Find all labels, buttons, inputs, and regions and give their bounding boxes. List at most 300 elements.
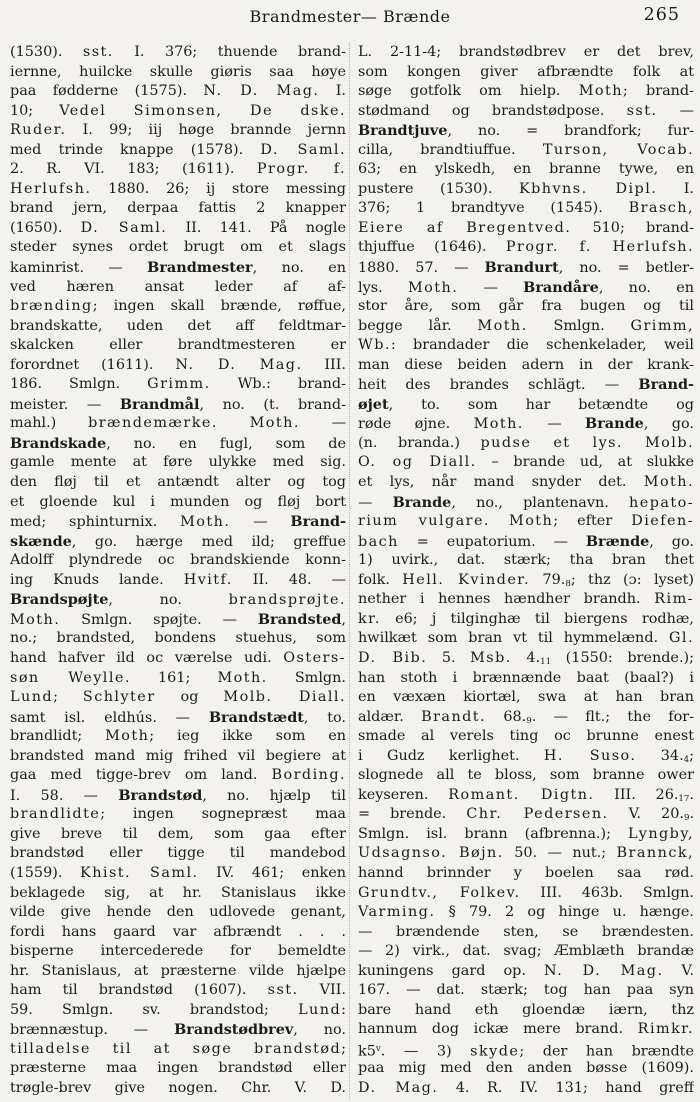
text-segment: 17 <box>678 793 690 804</box>
headword: skænde <box>10 532 72 550</box>
text-line <box>358 219 694 239</box>
text-line <box>10 923 346 943</box>
text-segment: = brende. <box>358 806 467 823</box>
headword: Brandskade <box>10 434 107 452</box>
text-segment: pudse et lys. Molb. <box>480 434 694 451</box>
text-line <box>358 727 694 747</box>
text-line <box>358 532 694 552</box>
text-line <box>10 43 346 63</box>
text-line <box>10 414 346 434</box>
text-segment: ham til brandstød (1607). <box>10 982 268 999</box>
text-line <box>10 610 346 630</box>
text-line <box>358 884 694 904</box>
text-segment: , go. hærge med ild; greffue <box>71 533 346 550</box>
text-line <box>358 297 694 317</box>
text-segment: bach <box>358 533 399 550</box>
text-segment: Moth. <box>10 611 61 628</box>
text-segment: (1559). <box>10 864 81 881</box>
text-segment: N. D. Mag. <box>544 962 664 979</box>
text-segment: paa fødderne (1575). <box>10 83 204 100</box>
text-segment: ved hæren ansat leder af af- <box>10 278 346 295</box>
text-segment: aldær. <box>358 708 422 725</box>
text-segment: sst. <box>626 102 658 119</box>
text-line <box>358 962 694 982</box>
text-segment: brandskatte, uden det aff feldtmar- <box>10 317 346 334</box>
text-segment: meister. — <box>10 396 120 413</box>
text-segment: Brannck, <box>616 845 694 862</box>
text-line <box>358 669 694 689</box>
text-segment: D. Saml. <box>260 141 346 158</box>
text-line <box>358 766 694 786</box>
text-segment: Msb. <box>470 649 512 666</box>
text-segment: 9 <box>683 813 690 824</box>
text-segment: vilde give hende den udlovede genant, <box>10 904 346 921</box>
text-segment: 8 <box>565 578 571 589</box>
text-line <box>358 395 694 415</box>
text-line <box>358 688 694 708</box>
text-line <box>358 551 694 571</box>
text-segment: , no. hjælp til <box>202 787 346 804</box>
text-segment: Kbhvns. Dipl. <box>518 180 658 197</box>
text-line <box>10 512 346 532</box>
text-line <box>10 375 346 395</box>
text-line <box>358 356 694 376</box>
text-segment: , no. en <box>598 279 694 296</box>
text-line <box>10 884 346 904</box>
text-segment: 4. <box>511 649 541 666</box>
text-line <box>10 766 346 786</box>
headword: øjet <box>358 395 389 413</box>
text-segment: 1) uvirk., dat. stærk; tha bran thet <box>358 552 694 569</box>
text-line <box>10 180 346 200</box>
text-line <box>358 434 694 454</box>
text-segment: ; ingen sognepræst maa <box>100 806 346 823</box>
text-line <box>358 923 694 943</box>
text-line <box>10 493 346 513</box>
text-segment: cilla, brandtiuffue. <box>358 141 543 158</box>
text-line <box>10 336 346 356</box>
text-segment: kr. <box>358 610 381 627</box>
text-segment: tilladelse til at søge brandstød <box>10 1040 342 1057</box>
text-segment: Brandt. <box>421 708 487 725</box>
text-segment: Moth. <box>249 415 300 432</box>
text-segment: ; thz (ɔ: lyset) <box>570 571 694 588</box>
text-line <box>10 962 346 982</box>
text-segment: (1550: brende.); <box>551 649 694 666</box>
text-segment: nether i hennes hændher brandh. <box>358 591 655 608</box>
text-segment: ; efter <box>553 513 632 530</box>
text-line <box>10 981 346 1001</box>
headword: Brandtjuve <box>358 122 448 140</box>
text-segment: O. og Diall. <box>358 454 477 471</box>
headword: Brandåre <box>523 278 599 296</box>
text-segment: give breve til dem, som gaa efter <box>10 825 346 842</box>
text-line <box>358 375 694 395</box>
text-segment: hr. Stanislaus, at præsterne vilde hjælpe <box>10 962 346 979</box>
text-segment: — <box>358 494 393 511</box>
text-segment: hand hafver ild oc værelse udi. <box>10 649 284 666</box>
text-segment: Grundtv., Folkev. <box>358 884 521 901</box>
text-line <box>10 219 346 239</box>
text-segment: — 2) virk., dat. svag; Æmblæth brandæ <box>358 943 694 960</box>
left-column <box>10 43 349 1099</box>
text-segment: : brandader die schenkelader, weil <box>390 337 694 354</box>
text-line <box>10 278 346 298</box>
text-segment: brænnæstup. — <box>10 1022 175 1039</box>
text-segment: en væxæn kiortæl, swa at han bran <box>358 689 694 706</box>
text-segment: — <box>523 416 586 433</box>
text-segment: k5 <box>358 1043 376 1060</box>
text-segment: , <box>341 611 346 628</box>
headword: Brænde <box>585 532 650 550</box>
text-line <box>10 317 346 337</box>
text-segment: Adolff plyndrede oc brandskiende konn- <box>10 552 346 569</box>
text-segment: V. <box>663 962 694 979</box>
text-segment: Moth. <box>643 474 694 491</box>
text-segment: ; ieg ikke som en <box>149 728 346 745</box>
text-segment: = eupatorium. — <box>398 533 586 550</box>
text-segment: (n. branda.) <box>358 434 481 451</box>
text-segment: sst. <box>267 982 299 999</box>
text-segment: stødmand og brandstødpose. <box>358 102 627 119</box>
text-segment: ; ingen skall brænde, røffue, <box>92 298 346 315</box>
text-segment: 11 <box>540 657 552 668</box>
text-segment: Chr. Pedersen. <box>466 806 609 823</box>
text-segment: § 79. 2 og hinge u. hænge. <box>435 904 694 921</box>
text-line <box>10 473 346 493</box>
text-segment <box>490 513 509 529</box>
text-segment: . — flt.; the for- <box>531 708 694 725</box>
text-segment: ; <box>341 1040 346 1057</box>
text-segment: Schlyter <box>82 689 156 706</box>
text-segment: gamle mente at føre ulykke med sig. <box>10 454 346 471</box>
headword: Brand- <box>290 513 346 531</box>
text-segment: 63; en ylskedh, en branne tywe, en <box>358 161 694 178</box>
text-segment: brænding <box>10 298 93 315</box>
text-segment: thjuffue (1646). <box>358 239 506 256</box>
text-segment: (1530). <box>10 44 83 60</box>
text-line <box>358 1079 694 1099</box>
text-segment: Ruder. <box>10 122 67 139</box>
text-segment: man diese beiden adern in der krank- <box>358 356 694 373</box>
text-segment: III. <box>302 356 346 373</box>
text-segment: : <box>341 1001 346 1018</box>
text-segment: I. <box>657 180 694 197</box>
text-segment: , no. (t. brand- <box>199 396 346 413</box>
text-segment: 1880. 26; ij store messing <box>91 180 346 197</box>
text-segment: med trinde knappe (1578). <box>10 141 261 158</box>
text-line <box>358 317 694 337</box>
text-segment: 50. — nut.; <box>503 845 617 862</box>
headword: Brandurt <box>484 259 559 277</box>
text-segment: , to. <box>303 709 346 726</box>
text-segment: I. 376; thuende brand- <box>113 44 346 60</box>
text-line <box>358 786 694 806</box>
text-segment: smade al verels ting oc brunne enest <box>358 728 694 745</box>
text-segment: 161; <box>130 669 218 686</box>
text-segment: II. 48. — <box>232 571 346 588</box>
text-line <box>358 43 694 63</box>
text-segment: begge lår. <box>358 317 478 334</box>
text-line <box>358 805 694 825</box>
text-line <box>358 903 694 923</box>
text-segment: Khist. Saml. <box>80 864 199 881</box>
text-segment: brand jern, derpaa fattis 2 knapper <box>10 200 346 217</box>
text-segment: — brændende sten, se brændesten. <box>358 923 694 940</box>
text-segment: 4. R. IV. 131; hand greff <box>438 1079 694 1096</box>
page-number: 265 <box>643 5 680 25</box>
text-segment: Moth <box>105 728 150 745</box>
text-segment: I. <box>319 83 346 100</box>
text-line <box>10 297 346 317</box>
text-line <box>10 532 346 552</box>
text-segment: v <box>375 1043 381 1054</box>
text-line <box>10 121 346 141</box>
text-segment: VII. <box>298 982 346 999</box>
text-segment: Moth <box>509 513 554 530</box>
text-segment: Turson, Vocab. <box>542 141 694 158</box>
text-segment: slognede all te bloss, som branne ower <box>358 767 694 784</box>
text-segment: trøgle-brev give nogen. Chr. V. D. <box>10 1079 346 1096</box>
text-line <box>358 121 694 141</box>
text-segment: Varming. <box>358 904 436 921</box>
text-segment: I. 58. — <box>10 787 119 804</box>
text-segment: hwilkæt som bran vt til hymmelænd. <box>358 630 669 647</box>
text-segment: D. Saml. <box>80 219 168 236</box>
text-segment: D. Mag. <box>358 1079 439 1096</box>
text-segment: Hell. Kvinder. <box>402 571 531 588</box>
text-segment: et gloende kul i munden og fløj bort <box>10 493 346 510</box>
text-segment: Progr. f. Herlufsh. <box>505 239 694 256</box>
text-segment: . <box>689 806 694 823</box>
text-segment: Moth. <box>180 514 231 531</box>
text-segment: stor åre, som går fra bugen og til <box>358 298 694 315</box>
text-segment: Grimm. <box>147 376 211 393</box>
text-segment: 376; 1 brandtyve (1545). <box>358 200 629 217</box>
text-segment: Rim- <box>654 591 694 608</box>
text-line <box>10 63 346 83</box>
text-line <box>358 864 694 884</box>
text-segment: , no. <box>293 1022 346 1039</box>
text-segment: — <box>230 514 291 531</box>
text-line <box>358 493 694 513</box>
text-line <box>10 629 346 649</box>
text-line <box>358 571 694 591</box>
text-segment: H. Suso. <box>543 747 637 764</box>
text-segment: Romant. Digtn. <box>448 786 595 803</box>
text-segment: fordi hans gaard var afbrændt . . . <box>10 923 346 940</box>
text-line <box>358 199 694 219</box>
text-segment: Diefen- <box>631 513 694 530</box>
running-title: Brandmester— Brænde <box>249 7 451 26</box>
right-column <box>349 43 694 1099</box>
text-segment: — <box>657 102 694 119</box>
text-line <box>10 825 346 845</box>
text-segment: 510; brand- <box>571 219 694 236</box>
text-segment: Moth <box>578 83 623 100</box>
text-segment: Lund <box>298 1001 342 1018</box>
text-segment: brandlidte <box>10 806 101 823</box>
text-line <box>358 258 694 278</box>
text-segment: søn Weylle. <box>10 669 131 686</box>
text-segment: Lund <box>10 689 54 706</box>
text-segment: Rimkr. <box>637 1021 694 1038</box>
text-segment: 4 <box>683 754 690 765</box>
text-line <box>358 63 694 83</box>
text-line <box>10 1079 346 1099</box>
text-segment: lys. <box>358 279 408 296</box>
text-segment: Moth. <box>407 279 459 296</box>
text-line <box>358 942 694 962</box>
text-segment: Eiere af Bregentved. <box>358 219 572 236</box>
text-line <box>358 180 694 200</box>
text-segment: ; <box>53 689 83 706</box>
headword: Brandsted <box>257 610 342 628</box>
text-line <box>358 1059 694 1079</box>
text-segment: kaminrist. — <box>10 260 148 277</box>
text-segment: gaa med tigge-brev om land. <box>10 767 272 784</box>
text-segment: rium vulgare. <box>358 513 490 530</box>
text-segment: 9 <box>526 715 532 726</box>
text-line <box>358 747 694 767</box>
text-segment: Molb. Diall. <box>223 689 346 706</box>
text-segment: , no. en fugl, som de <box>106 435 346 452</box>
headword: Brande <box>585 415 644 433</box>
text-line <box>358 590 694 610</box>
text-line <box>358 512 694 532</box>
text-segment: (1650). <box>10 219 81 236</box>
headword: Brandmester <box>147 259 253 277</box>
text-line <box>358 278 694 298</box>
text-segment: røde øjne. <box>358 416 474 433</box>
text-segment: Grimm, <box>630 317 694 334</box>
text-segment: , go. <box>643 416 694 433</box>
text-line <box>10 238 346 258</box>
text-segment: pustere (1530). <box>358 180 519 197</box>
text-segment: , no. = brandfork; fur- <box>447 123 694 140</box>
text-segment: heit des brandes schlägt. — <box>358 377 639 394</box>
text-segment: e6; j tilginghæ til biergens rodhæ, <box>380 610 694 627</box>
text-line <box>10 141 346 161</box>
text-segment: Vedel Simonsen, De dske. <box>59 102 346 119</box>
text-segment: III. 463b. Smlgn. <box>520 884 694 901</box>
headword: Brande <box>392 493 452 511</box>
text-segment: Progr. f. <box>256 161 346 178</box>
text-segment: Smlgn. <box>267 669 346 686</box>
headword: Brandstædt <box>208 708 304 726</box>
text-line <box>10 82 346 102</box>
text-line <box>10 688 346 708</box>
dictionary-columns <box>0 37 700 1099</box>
text-segment: 68. <box>486 708 527 725</box>
text-line <box>10 942 346 962</box>
text-segment: — <box>458 279 524 296</box>
text-segment: 186. Smlgn. <box>10 376 148 393</box>
text-line <box>358 1020 694 1040</box>
text-segment: den fløj til et antændt alter og tog <box>10 474 346 491</box>
text-line <box>10 453 346 473</box>
text-segment: II. 141. På nogle <box>167 219 346 236</box>
text-line <box>358 1001 694 1021</box>
text-segment: forordnet (1611). <box>10 356 176 373</box>
text-segment: — <box>299 415 346 432</box>
text-segment: ; <box>689 747 694 764</box>
text-segment: . <box>689 786 694 803</box>
text-line <box>10 1040 346 1060</box>
text-line <box>358 82 694 102</box>
text-segment: , to. som har betændte og <box>388 396 694 413</box>
text-segment: . — 3) <box>380 1043 471 1060</box>
text-segment: N. D. Mag. <box>175 356 303 373</box>
text-segment: Herlufsh. <box>10 180 92 197</box>
text-segment: III. 26. <box>594 786 679 803</box>
text-line <box>10 1001 346 1021</box>
text-segment: , go. <box>649 533 694 550</box>
text-segment: , no. en <box>252 260 346 277</box>
headword: Brandstødbrev <box>174 1021 294 1039</box>
text-line <box>10 395 346 415</box>
text-line <box>358 844 694 864</box>
text-segment: 59. Smlgn. sv. brandstod; <box>10 1001 299 1018</box>
text-segment: Gl. <box>669 630 694 647</box>
text-line <box>358 649 694 669</box>
text-line <box>358 453 694 473</box>
text-segment: bare hand eth gloendæ iærn, thz <box>358 1001 694 1018</box>
text-segment: Smlgn. spøjte. — <box>60 611 258 628</box>
text-line <box>358 473 694 493</box>
text-segment: brandsprøjte. <box>228 592 346 609</box>
text-segment: skyde <box>470 1043 520 1060</box>
text-line <box>10 199 346 219</box>
text-line <box>358 141 694 161</box>
headword: Brand- <box>638 376 694 394</box>
text-line <box>10 708 346 728</box>
text-line <box>358 981 694 1001</box>
text-segment: keyseren. <box>358 786 449 803</box>
text-segment: Moth. <box>477 317 528 334</box>
text-segment: Moth. <box>217 669 268 686</box>
text-segment: et lys, når mand snyder det. <box>358 474 644 491</box>
text-line <box>10 1020 346 1040</box>
text-line <box>358 160 694 180</box>
text-line <box>10 571 346 591</box>
text-line <box>10 160 346 180</box>
text-segment: Hvitf. <box>183 571 233 588</box>
headword: Brandmål <box>119 395 200 413</box>
text-segment: Wb. <box>358 337 391 354</box>
text-segment: 1880. 57. — <box>358 260 485 277</box>
text-line <box>10 727 346 747</box>
text-segment: hannd brinnder y boelen saa rød. <box>358 864 694 881</box>
text-segment: som kongen giver afbrændte folk at <box>358 63 694 80</box>
text-segment: Brasch, <box>628 200 694 217</box>
text-segment: 10; <box>10 102 60 119</box>
text-line <box>10 747 346 767</box>
text-segment: med; sphinturnix. <box>10 514 181 531</box>
text-segment: præsterne maa ingen brandstød eller <box>10 1060 346 1077</box>
text-segment: hepato- <box>629 494 694 511</box>
text-segment: hannum dog ickæ mere brand. <box>358 1021 638 1038</box>
text-line <box>10 551 346 571</box>
text-segment: kuningens gard op. <box>358 962 545 979</box>
text-line <box>358 238 694 258</box>
text-line <box>358 414 694 434</box>
text-segment: – brande ud, at slukke <box>476 454 694 471</box>
text-segment: brandlidt; <box>10 728 106 745</box>
text-segment: ; der han brændte <box>519 1043 694 1060</box>
text-segment: mahl.) <box>10 415 89 432</box>
text-segment: han stoth i brænnænde baat (baal?) i <box>358 669 694 686</box>
